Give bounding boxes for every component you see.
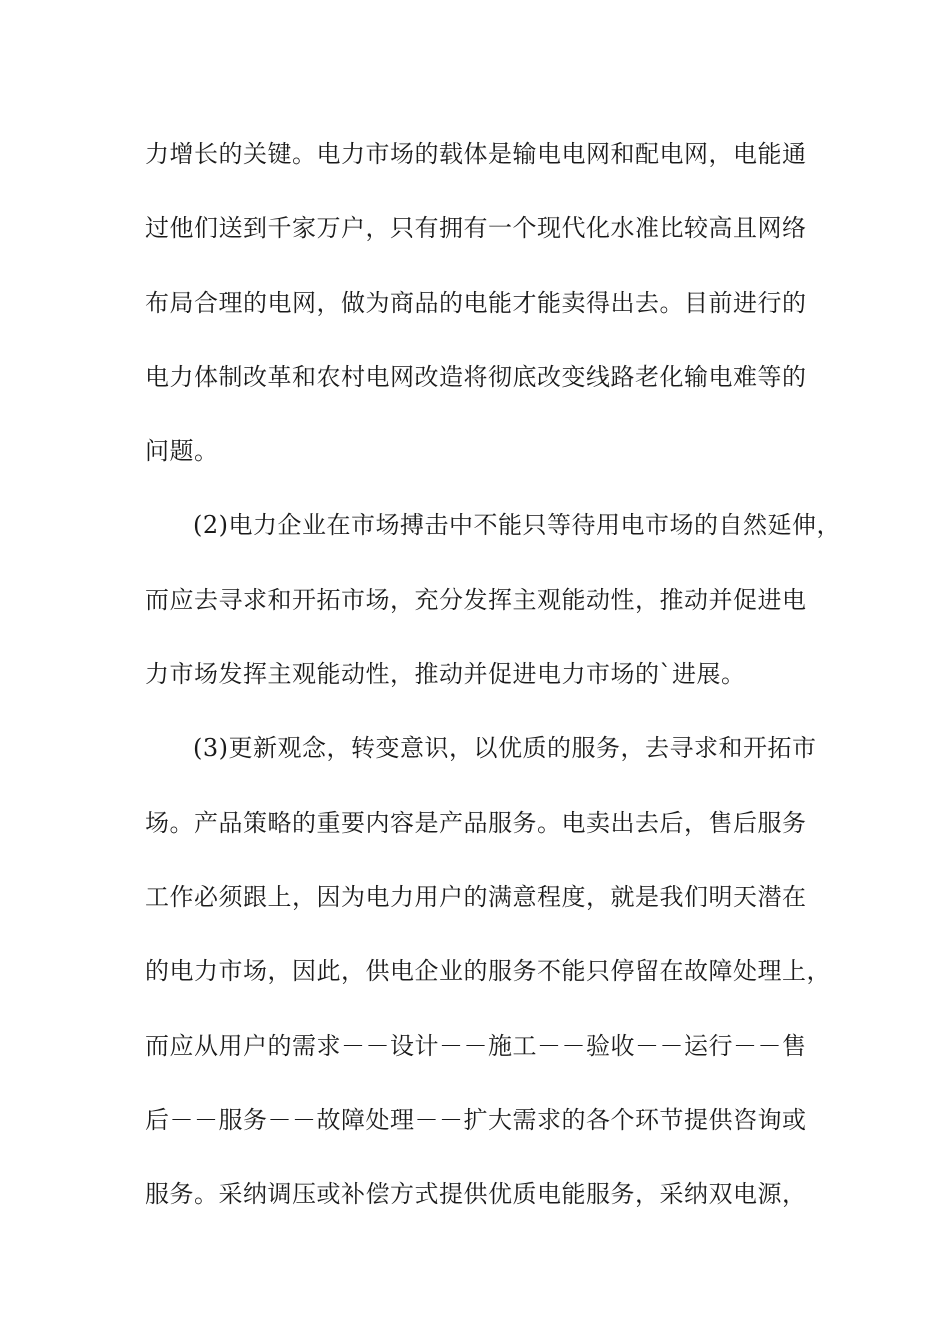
text-line: 后－－服务－－故障处理－－扩大需求的各个环节提供咨询或 <box>145 1105 807 1134</box>
text-line: 问题。 <box>145 437 219 466</box>
text-line: 力市场发挥主观能动性，推动并促进电力市场的`进展。 <box>145 660 746 689</box>
text-line: 过他们送到千家万户，只有拥有一个现代化水准比较高且网络 <box>145 214 807 243</box>
text-line: 场。产品策略的重要内容是产品服务。电卖出去后，售后服务 <box>145 808 807 837</box>
text-line: 电力体制改革和农村电网改造将彻底改变线路老化输电难等的 <box>145 362 807 391</box>
text-line: 布局合理的电网，做为商品的电能才能卖得出去。目前进行的 <box>145 288 807 317</box>
text-line: 力增长的关键。电力市场的载体是输电电网和配电网，电能通 <box>145 140 807 168</box>
text-line: 工作必须跟上，因为电力用户的满意程度，就是我们明天潜在 <box>145 882 807 911</box>
text-line: 而应从用户的需求－－设计－－施工－－验收－－运行－－售 <box>145 1031 807 1060</box>
text-line: 服务。采纳调压或补偿方式提供优质电能服务，采纳双电源， <box>145 1180 807 1209</box>
text-line: 而应去寻求和开拓市场，充分发挥主观能动性，推动并促进电 <box>145 585 807 614</box>
paragraph-start-line: (2)电力企业在市场搏击中不能只等待用电市场的自然延伸， <box>193 511 841 540</box>
body-text <box>145 128 841 1242</box>
paragraph-start-line: (3)更新观念，转变意识，以优质的服务，去寻求和开拓市 <box>193 734 817 763</box>
text-line: 的电力市场，因此，供电企业的服务不能只停留在故障处理上， <box>145 957 831 986</box>
